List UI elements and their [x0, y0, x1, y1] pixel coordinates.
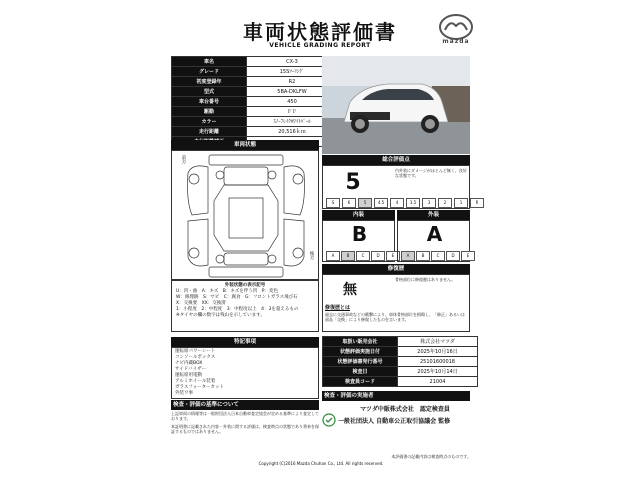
inspector-heading: 検査・評価の実施者	[322, 391, 470, 401]
legend-line: U：凹・曲 A：キズ B：キズを伴う凹 P：変色	[176, 289, 278, 294]
repair-heading: 修復歴	[322, 264, 470, 274]
notes-paragraph: 上記車両の情報等は一般財団法人日本自動車査定協会が定める基準により査定しております。	[171, 411, 319, 421]
info-row: 検査員コード 21004	[323, 377, 478, 387]
interior-box	[322, 220, 395, 262]
spec-row: 車名 CX-3	[172, 57, 338, 67]
repair-value: 無	[343, 282, 357, 298]
feature-item: 運転席パワーシート	[175, 349, 216, 354]
exterior-heading: 外装	[397, 210, 470, 220]
notes-paragraph: 本証明書に記載された内容・外装に関する評価は、検査時点の状態であり将来を保証するものではありません。	[171, 424, 319, 434]
page-subtitle: VEHICLE GRADING REPORT	[269, 42, 371, 49]
exterior-scale-item: B	[416, 251, 430, 261]
rear-label: 後方	[309, 251, 314, 260]
features-heading: 特記事項	[171, 337, 319, 347]
interior-scale-item-selected: B	[341, 251, 355, 261]
interior-scale	[326, 251, 400, 261]
info-row: 状態評価実施日付 2025年10月16日	[323, 347, 478, 357]
legend-line: W：修理跡 S：サビ C：腐食 G：フロントガラス飛び石	[176, 295, 298, 300]
interior-scale-item: C	[356, 251, 370, 261]
info-row: 状態評価書発行番号 25101600018	[323, 357, 478, 367]
spec-row: 車台番号 450	[172, 97, 338, 107]
logo-text: mazda	[442, 38, 470, 45]
feature-item: サイドバイザー	[175, 367, 207, 372]
vehicle-photo	[322, 56, 470, 154]
feature-item: 運転席用電動	[175, 373, 202, 378]
score-scale-item: R	[470, 198, 484, 208]
interior-scale-item: A	[326, 251, 340, 261]
info-table	[322, 336, 478, 387]
spec-row: 駆動 ＦＦ	[172, 107, 338, 117]
exterior-grade: A	[426, 222, 443, 246]
feature-item: ナビ内蔵BOX	[175, 361, 203, 366]
feature-item: アルミホイール装着	[175, 379, 216, 384]
certification-seal-icon	[322, 413, 336, 427]
spec-row: 走行距離 20,516ｋｍ	[172, 127, 338, 137]
spec-row: 初度登録年 R2	[172, 77, 338, 87]
score-heading: 総合評価点	[322, 155, 470, 165]
exterior-scale	[401, 251, 475, 261]
interior-scale-item: D	[371, 251, 385, 261]
notes-heading: 検査・評価の基準について	[171, 400, 319, 410]
car-outline-diagram	[184, 153, 308, 279]
score-scale	[326, 198, 484, 208]
spec-row: グレード 15Sﾂｰﾘﾝｸﾞ	[172, 67, 338, 77]
interior-heading: 内装	[322, 210, 395, 220]
front-label: 前方	[181, 155, 186, 164]
exterior-scale-item: C	[431, 251, 445, 261]
score-scale-item: 3	[422, 198, 436, 208]
score-scale-item: 2	[438, 198, 452, 208]
exterior-scale-item: E	[461, 251, 475, 261]
exterior-scale-item-selected: A	[401, 251, 415, 261]
score-scale-item-selected: 5	[358, 198, 372, 208]
info-row: 取扱い販売会社 株式会社マツダ	[323, 337, 478, 347]
footer-note: 本評価書の記載内容は検査時点のものです。	[391, 454, 471, 459]
score-scale-item: 1	[454, 198, 468, 208]
inspector-company: マツダ中販株式会社 認定検査員	[360, 406, 450, 413]
repair-comment: 骨格部位に修復歴はありません。	[395, 277, 456, 282]
info-row: 検査日 2025年10月14日	[323, 367, 478, 377]
legend-heading: 外装状態の表示記号	[224, 283, 266, 288]
score-scale-item: 6	[342, 198, 356, 208]
car-photo-image	[322, 56, 470, 154]
interior-grade: B	[351, 222, 368, 246]
spec-table	[171, 56, 338, 147]
spec-row: カラー ｽﾉｰﾌﾚｲｸﾎﾜｲﾄﾊﾟｰﾙ	[172, 117, 338, 127]
exterior-scale-item: D	[446, 251, 460, 261]
score-comment: 内外装にダメージがほとんど無く、良好な状態です。	[395, 168, 467, 178]
legend-line: 1：小程度 2：中程度 3：中程度以上 4：3を超えるもの	[176, 307, 299, 312]
notes-text	[171, 411, 319, 434]
score-box	[322, 165, 479, 209]
vehicle-state-heading: 車両状態	[171, 140, 319, 150]
features-list	[171, 347, 319, 399]
spec-row: 型式 5BA-DKLFW	[172, 87, 338, 97]
legend-line: ※タイヤの欄の数字は残山を示しています。	[176, 313, 265, 318]
page-title: 車両状態評価書	[243, 20, 397, 44]
feature-item: 外装ワ事	[175, 391, 193, 396]
score-scale-item: 4.5	[374, 198, 388, 208]
feature-item: ガラスフォーターカット	[175, 385, 225, 390]
exterior-box	[397, 220, 470, 262]
footer-copyright: Copyright (C)2016 Mazda Chuhan Co., Ltd. All rights reserved.	[258, 461, 384, 466]
inspector-supervisor: 一般社団法人 自動車公正取引協議会 監修	[338, 418, 451, 425]
repair-description: 過去に交通事故などの衝撃により、車体骨格部位を損傷し、「修正」あるいは部品「交換」により修復したものを言います。	[325, 312, 465, 322]
feature-item: コンソールボックス	[175, 355, 216, 360]
score-scale-item: S	[326, 198, 340, 208]
overall-score: 5	[345, 170, 361, 195]
legend-box	[171, 280, 319, 332]
vehicle-diagram	[171, 150, 319, 280]
legend-line: X：交換要 XX：交換済	[176, 301, 226, 306]
repair-box	[322, 274, 470, 332]
interior-scale-item: E	[386, 251, 400, 261]
score-scale-item: 3.5	[406, 198, 420, 208]
score-scale-item: 4	[390, 198, 404, 208]
repair-subheading: 修復歴とは	[325, 305, 351, 311]
